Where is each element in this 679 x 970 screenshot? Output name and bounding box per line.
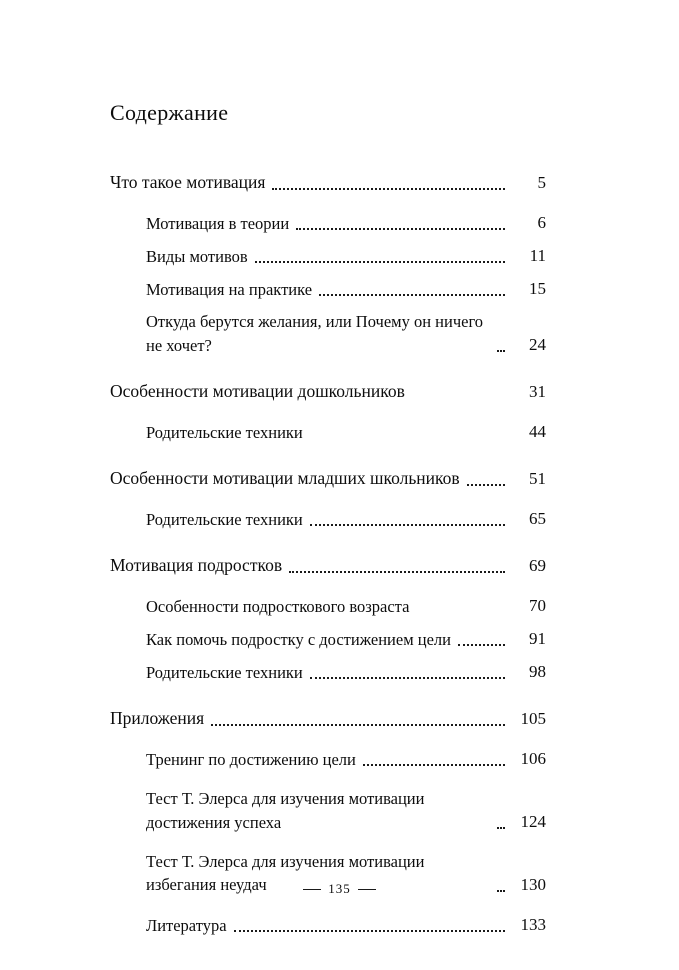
toc-entry-label: Родительские техники bbox=[146, 509, 303, 529]
toc-leader-dots bbox=[234, 930, 505, 932]
toc-entry-page-number: 98 bbox=[529, 662, 546, 682]
page-title: Содержание bbox=[110, 100, 229, 125]
toc-entry[interactable] bbox=[110, 594, 546, 618]
toc-entry-label: Откуда берутся желания, или Почему он ничего не хочет? bbox=[146, 312, 484, 355]
page-number: 135 bbox=[328, 881, 351, 897]
toc-entry-label: Особенности мотивации дошкольников bbox=[110, 381, 405, 402]
toc-entry[interactable] bbox=[110, 553, 546, 578]
toc-entry[interactable] bbox=[110, 627, 546, 651]
toc-entry-page-number: 105 bbox=[520, 708, 546, 728]
toc-content bbox=[110, 100, 546, 946]
toc-entry[interactable] bbox=[110, 244, 546, 268]
toc-entry-label: Литература bbox=[146, 915, 227, 935]
toc-leader-dots bbox=[272, 188, 505, 190]
toc-leader-dots bbox=[310, 677, 505, 679]
toc-entry-label: Мотивация на практике bbox=[146, 279, 313, 299]
toc-leader-dots bbox=[211, 724, 505, 726]
toc-entry-label: Особенности подросткового возраста bbox=[146, 596, 410, 616]
toc-entry[interactable] bbox=[110, 706, 546, 731]
toc-entry[interactable] bbox=[110, 660, 546, 684]
toc-entry-page-number: 31 bbox=[529, 381, 546, 401]
toc-entry-label: Родительские техники bbox=[146, 422, 303, 442]
toc-entry-page-number: 11 bbox=[529, 245, 546, 265]
toc-entry[interactable] bbox=[110, 211, 546, 235]
toc-entry-label: Виды мотивов bbox=[146, 246, 248, 266]
toc-entry-label: Особенности мотивации младших школьников bbox=[110, 468, 460, 489]
toc-leader-dots bbox=[458, 644, 505, 646]
toc-entry-label: Как помочь подростку с достижением цели bbox=[146, 629, 451, 649]
toc-entry[interactable] bbox=[110, 747, 546, 771]
toc-leader-dots bbox=[467, 484, 505, 486]
toc-entry-label: Тренинг по достижению цели bbox=[146, 749, 356, 769]
toc-list bbox=[110, 170, 546, 937]
toc-leader-dots bbox=[363, 764, 505, 766]
toc-entry[interactable] bbox=[110, 277, 546, 301]
footer-dash-left bbox=[303, 889, 321, 890]
toc-leader-dots bbox=[289, 571, 505, 573]
toc-entry-page-number: 44 bbox=[529, 421, 546, 441]
toc-entry-label: Тест Т. Элерса для изучения мотивации избегания неудач bbox=[146, 852, 425, 895]
toc-entry-page-number: 15 bbox=[529, 279, 546, 299]
toc-leader-dots bbox=[296, 228, 505, 230]
toc-leader-dots bbox=[255, 261, 505, 263]
toc-entry-page-number: 70 bbox=[529, 595, 546, 615]
toc-entry[interactable] bbox=[110, 787, 546, 834]
toc-entry-label: Что такое мотивация bbox=[110, 172, 266, 192]
toc-entry[interactable] bbox=[110, 420, 546, 444]
footer-dash-right bbox=[358, 889, 376, 890]
toc-entry-page-number: 106 bbox=[520, 749, 546, 769]
toc-leader-dots bbox=[319, 294, 505, 296]
toc-entry-page-number: 91 bbox=[529, 628, 546, 648]
toc-entry[interactable] bbox=[110, 310, 546, 357]
toc-entry-page-number: 6 bbox=[537, 212, 546, 232]
toc-entry[interactable] bbox=[110, 466, 546, 491]
toc-entry-page-number: 65 bbox=[529, 508, 546, 528]
toc-entry[interactable] bbox=[110, 379, 546, 404]
toc-entry[interactable] bbox=[110, 507, 546, 531]
toc-entry[interactable] bbox=[110, 170, 546, 195]
toc-entry-page-number: 133 bbox=[520, 914, 546, 934]
toc-entry-label: Приложения bbox=[110, 708, 205, 729]
toc-leader-dots bbox=[310, 524, 505, 526]
toc-entry-page-number: 69 bbox=[529, 555, 546, 575]
toc-entry-label: Тест Т. Элерса для изучения мотивации достижения успеха bbox=[146, 789, 425, 832]
toc-entry[interactable] bbox=[110, 913, 546, 937]
toc-entry-page-number: 124 bbox=[520, 811, 546, 831]
toc-leader-dots bbox=[497, 350, 505, 352]
toc-entry-page-number: 130 bbox=[520, 874, 546, 894]
toc-entry-label: Мотивация подростков bbox=[110, 555, 283, 575]
toc-entry-page-number: 51 bbox=[529, 468, 546, 488]
toc-entry-label: Родительские техники bbox=[146, 662, 303, 682]
toc-leader-dots bbox=[497, 827, 505, 829]
toc-entry-page-number: 24 bbox=[529, 334, 546, 354]
toc-entry-page-number: 5 bbox=[537, 172, 546, 192]
page-footer bbox=[0, 880, 679, 897]
toc-entry-label: Мотивация в теории bbox=[146, 213, 290, 233]
